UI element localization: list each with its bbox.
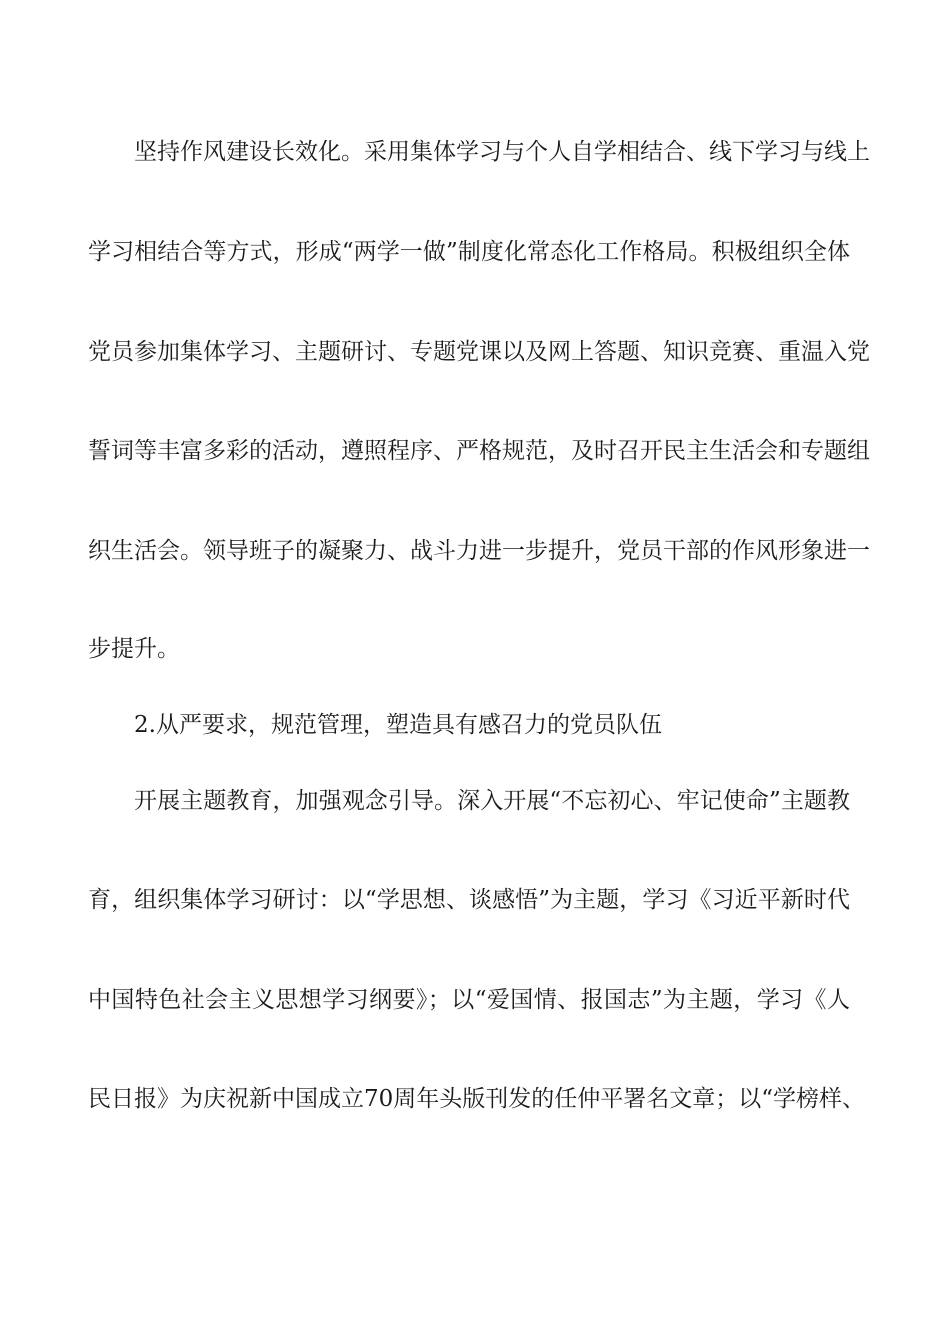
paragraph-1-line-2: 学习相结合等方式，形成“两学一做”制度化常态化工作格局。积极组织全体 — [88, 239, 850, 265]
paragraph-1-line-1: 坚持作风建设长效化。采用集体学习与个人自学相结合、线下学习与线上 — [134, 139, 870, 165]
paragraph-1-line-5: 织生活会。领导班子的凝聚力、战斗力进一步提升，党员干部的作风形象进一 — [88, 538, 870, 564]
paragraph-2-line-1: 开展主题教育，加强观念引导。深入开展“不忘初心、牢记使命”主题教 — [134, 788, 850, 814]
paragraph-1-line-4: 誓词等丰富多彩的活动，遵照程序、严格规范，及时召开民主生活会和专题组 — [88, 438, 870, 464]
paragraph-2-line-3: 中国特色社会主义思想学习纲要》；以“爱国情、报国志”为主题，学习《人 — [88, 987, 850, 1013]
paragraph-2-line-2: 育，组织集体学习研讨：以“学思想、谈感悟”为主题，学习《习近平新时代 — [88, 887, 850, 913]
paragraph-1-line-3: 党员参加集体学习、主题研讨、专题党课以及网上答题、知识竞赛、重温入党 — [88, 339, 870, 365]
paragraph-2-line-4: 民日报》为庆祝新中国成立70周年头版刊发的任仲平署名文章；以“学榜样、 — [88, 1086, 866, 1112]
paragraph-1-line-6: 步提升。 — [88, 636, 180, 662]
section-heading: 2.从严要求，规范管理，塑造具有感召力的党员队伍 — [134, 712, 662, 738]
